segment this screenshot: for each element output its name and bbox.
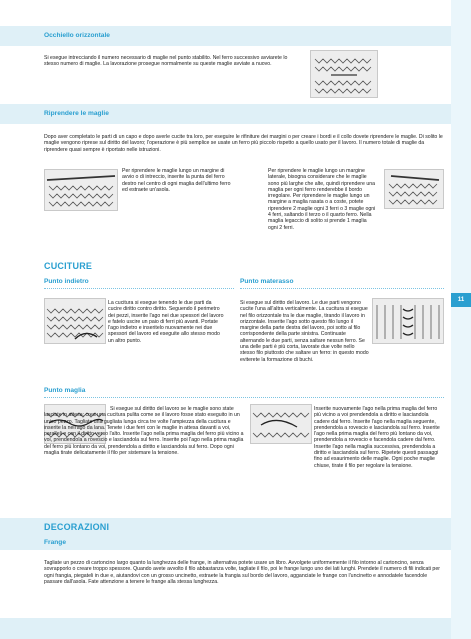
punto-maglia-illustration-right bbox=[250, 404, 312, 444]
riprendere-title: Riprendere le maglie bbox=[44, 110, 109, 117]
punto-indietro-text: La cucitura si esegue tenendo le due parti da cucire diritto contro diritto. Seguendo il perimetro dei pezzi, inserite l'ago nei due spessori del lavoro e fatelo uscire un paio di ferri più avanti. Portate l'ago indietro e inseritelo nuovamente nei due spessori del lavoro ed eseguite allo stesso modo un altro punto. bbox=[108, 300, 224, 344]
punto-materasso-text: Si esegue sul diritto del lavoro. Le due parti vengono cucite l'una all'altra verticalmente. La cucitura si esegue nel filo orizzontale tra le due maglie, tirando il lavoro in orizzontale. Inserite l'ago sotto questo filo lungo il margine della parte destra del lavoro, poi sotto al filo corrispondente della parte sinistra. Continuate alternando le due parti, senza saltare nessun ferro. Se una delle parti è più corta, lavorate due volte nello stesso filo piuttosto che saltare un ferro: in questo modo eviterete la formazione di buchi. bbox=[240, 300, 369, 363]
riprendere-right-text: Per riprendere le maglie lungo un margine laterale, bisogna considerare che le maglie sono più larghe che alte, quindi riprendere una maglia per ogni ferro renderebbe il bordo irregolare. Per riprendere le maglie lungo un margine a maglia rasata o a coste, potete riprendere 2 maglie ogni 3 ferri o 3 maglie ogni 4 ferri, saltando il terzo o il quarto ferro. Nella maglia legaccio di solito si prende 1 maglia ogni 2 ferri. bbox=[268, 168, 376, 231]
divider bbox=[240, 288, 444, 289]
occhiello-title: Occhiello orizzontale bbox=[44, 32, 110, 39]
decorazioni-title: DECORAZIONI bbox=[44, 522, 110, 532]
punto-maglia-text-left: Si esegue sul diritto del lavoro se le maglie sono state lasciate in attesa; crea una cucitura pulita come se il lavoro fosse stato eseguito in un unico pezzo. Tagliate una gugliata lunga circa tre volte l'ampiezza della cucitura e inserite la nell'ago da lana. Tenete i due ferri con le maglie in attesa davanti a voi, paralleli e con il diritto verso l'alto. Inserite l'ago nella prima maglia del ferro più vicino a voi, prendendola a rovescio e lasciandola sul ferro. Inserite poi l'ago nella prima maglia del ferro più lontano da voi, prendendola a diritto e lasciandola sul ferro. Dopo ogni maglia tirate delicatamente il filo per sistemare la tensione. bbox=[44, 406, 244, 457]
occhiello-text: Si esegue intrecciando il numero necessario di maglie nel punto stabilito. Nel ferro successivo avviarete lo stesso numero di maglie. La lavorazione prosegue normalmente su queste maglie avviate a nuovo. bbox=[44, 55, 288, 68]
punto-materasso-illustration bbox=[372, 298, 444, 344]
occhiello-illustration bbox=[310, 50, 378, 98]
punto-maglia-title: Punto maglia bbox=[44, 387, 86, 394]
riprendere-intro: Dopo aver completato le parti di un capo e dopo averle cucite tra loro, per eseguire le rifiniture dei margini o per creare i bordi e il collo dovete riprendere le maglie. Di solito le maglie vengono riprese sul diritto del lavoro; l'operazione è più semplice se usate un ferro più piccolo rispetto a quello usato per il lavoro. Il numero totale di maglie da riprendere quasi sempre è riportato nelle istruzioni. bbox=[44, 134, 443, 153]
punto-maglia-text-right: Inserite nuovamente l'ago nella prima maglia del ferro più vicino a voi prendendola a diritto e lasciandola cadere dal ferro. Inserite l'ago nella maglia seguente, prendendola a rovescio e lasciandola sul ferro. Inserite l'ago nella prima maglia del ferro più lontano da voi, prendendola a rovescio e facendola cadere dal ferro. Inserite l'ago nella maglia successiva, prendendola a diritto e lasciandola sul ferro. Ripetete questi passaggi fino ad esaurimento delle maglie. Ogni poche maglie chiuse, tirate il filo per regolare la tensione. bbox=[314, 406, 440, 469]
frange-text: Tagliate un pezzo di cartoncino largo quanto la lunghezza delle frange, in alternativa potete usare un libro. Avvolgete uniformemente il filo intorno al cartoncino, senza sovrapporlo o creare troppo spessore. Quando avete avvolto il filo abbastanza volte, tagliate il filo, poi le frange lungo uno dei lati lunghi. Prendete il numero di fili indicati per ogni frangia, piegateli in due e, aiutandovi con un grosso uncinetto, estraete la frangia sul bordo del lavoro, agganciate le frange con l'uncinetto e annodatele facendole passare dall'asola. Fate attenzione a tenere le frange alla stessa lunghezza. bbox=[44, 560, 440, 585]
punto-materasso-title: Punto materasso bbox=[240, 278, 294, 285]
cuciture-title: CUCITURE bbox=[44, 261, 93, 271]
riprendere-left-text: Per riprendere le maglie lungo un margine di avvio o di intreccio, inserite la punta del ferro destro nel centro di ogni maglia dell'ultimo ferro ed estraete un'asola. bbox=[122, 168, 231, 193]
bottom-band bbox=[0, 618, 451, 639]
divider bbox=[44, 397, 444, 398]
punto-indietro-illustration bbox=[44, 298, 106, 344]
punto-indietro-title: Punto indietro bbox=[44, 278, 89, 285]
page-number-tab: 11 bbox=[451, 293, 471, 307]
riprendere-illustration-right bbox=[384, 169, 444, 209]
divider bbox=[44, 288, 234, 289]
riprendere-illustration-left bbox=[44, 169, 118, 211]
side-tab-strip bbox=[451, 0, 471, 639]
frange-title: Frange bbox=[44, 539, 66, 546]
